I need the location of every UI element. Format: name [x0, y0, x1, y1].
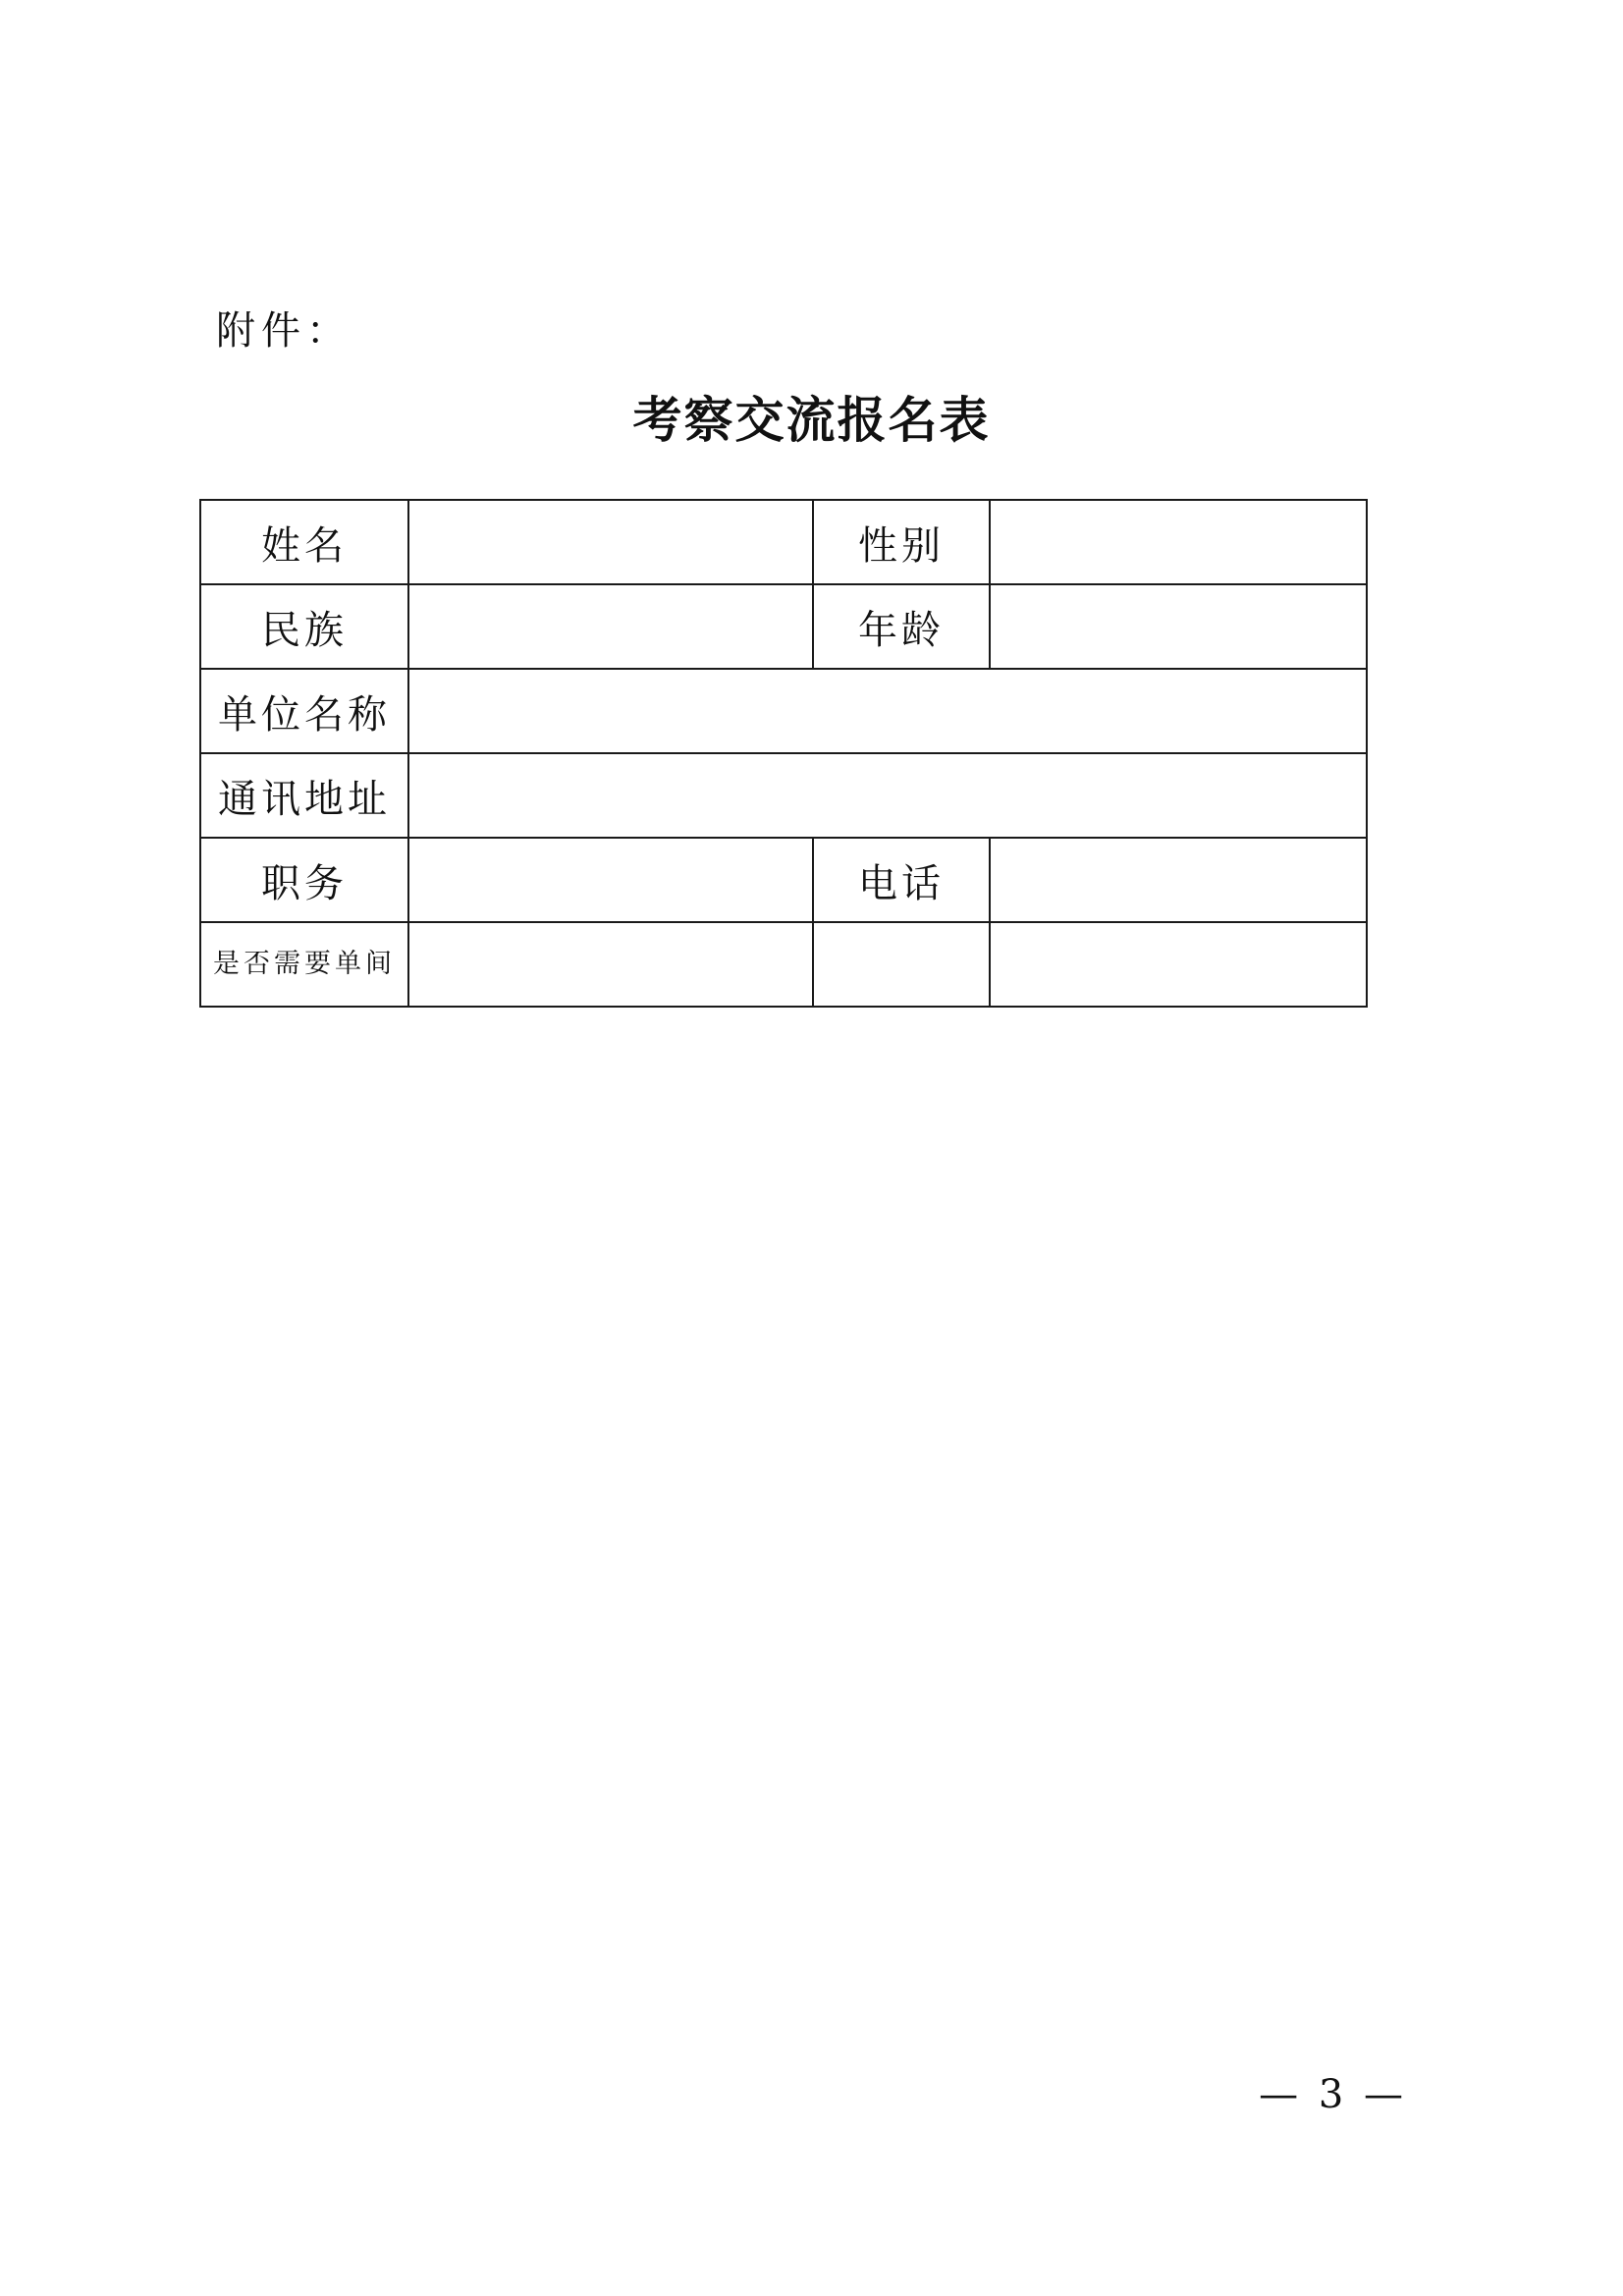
row-name-gender: [200, 500, 1367, 584]
registration-form-table: [199, 499, 1368, 1008]
address-label: 通讯地址: [200, 753, 408, 838]
attachment-label: 附件：: [216, 308, 352, 354]
ethnicity-field[interactable]: [408, 584, 813, 669]
row-organization: [200, 669, 1367, 753]
single-room-label: 是否需要单间: [200, 922, 408, 1007]
position-label: 职务: [200, 838, 408, 922]
row-single-room: [200, 922, 1367, 1007]
single-room-field[interactable]: [408, 922, 813, 1007]
page-number: — 3 —: [1259, 2072, 1407, 2117]
age-field[interactable]: [990, 584, 1367, 669]
phone-label: 电话: [813, 838, 990, 922]
extra-label: [813, 922, 990, 1007]
age-label: 年龄: [813, 584, 990, 669]
row-position-phone: [200, 838, 1367, 922]
position-field[interactable]: [408, 838, 813, 922]
row-address: [200, 753, 1367, 838]
organization-label: 单位名称: [200, 669, 408, 753]
gender-label: 性别: [813, 500, 990, 584]
row-ethnicity-age: [200, 584, 1367, 669]
phone-field[interactable]: [990, 838, 1367, 922]
address-field[interactable]: [408, 753, 1367, 838]
gender-field[interactable]: [990, 500, 1367, 584]
name-field[interactable]: [408, 500, 813, 584]
organization-field[interactable]: [408, 669, 1367, 753]
extra-field[interactable]: [990, 922, 1367, 1007]
name-label: 姓名: [200, 500, 408, 584]
form-title: 考察交流报名表: [632, 391, 991, 449]
ethnicity-label: 民族: [200, 584, 408, 669]
